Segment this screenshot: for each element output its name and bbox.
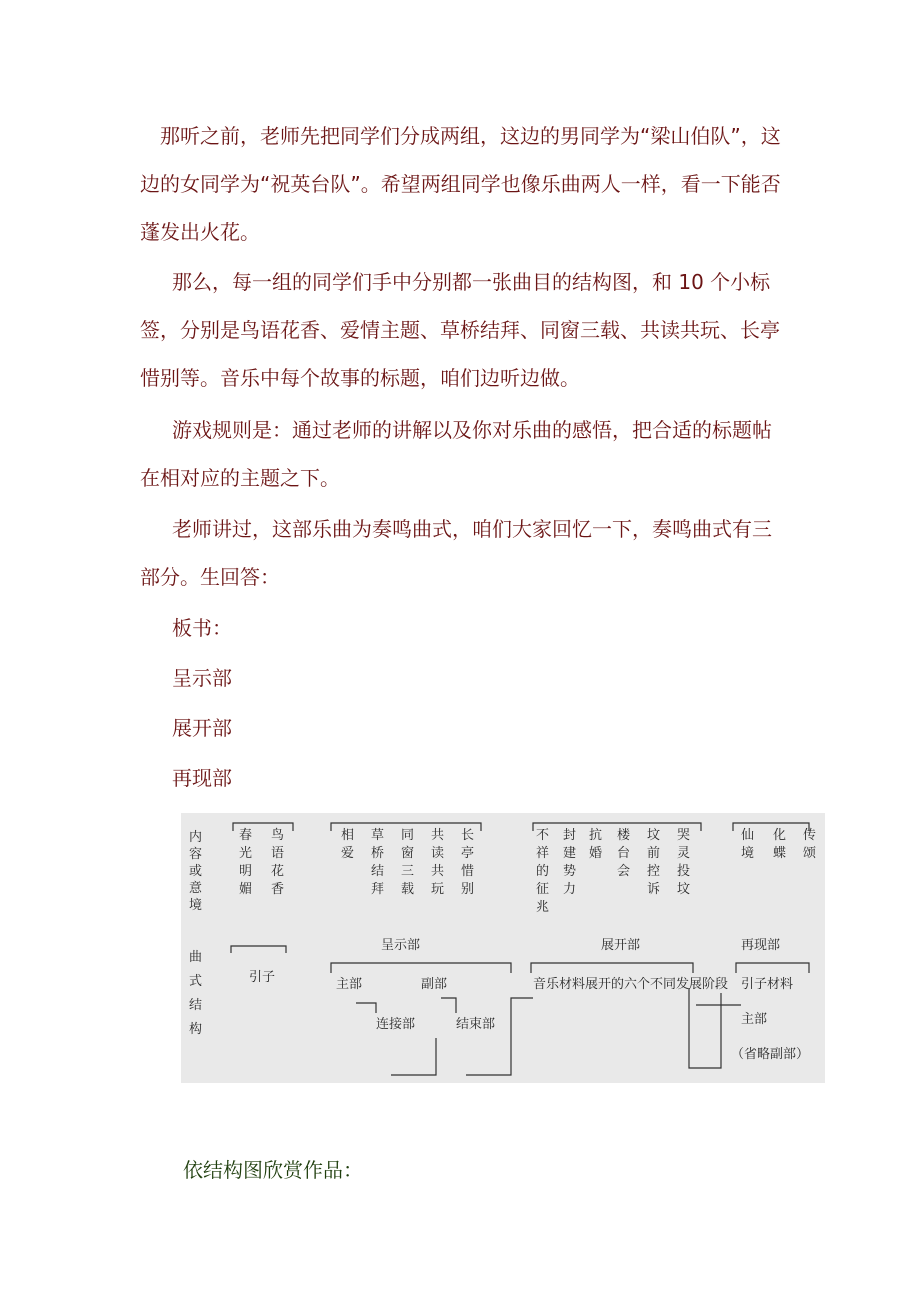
content-column-15: 化蝶 bbox=[773, 828, 787, 861]
content-column-16: 传颂 bbox=[803, 828, 817, 861]
content-label-char-4: 意 bbox=[189, 881, 203, 896]
content-column-1: 春光明媚 bbox=[239, 828, 253, 897]
struct-recap-main: 主部 bbox=[741, 1012, 768, 1027]
closing-line: 依结构图欣赏作品： bbox=[183, 1158, 363, 1182]
paragraph-1: 那听之前，老师先把同学们分成两组，这边的男同学为“梁山伯队”，这边的女同学为“祝英台队”。希望两组同学也像乐曲两人一样，看一下能否蓬发出火花。 bbox=[140, 124, 781, 244]
section-exposition: 呈示部 bbox=[381, 938, 421, 953]
struct-main: 主部 bbox=[336, 977, 363, 992]
structure-diagram-image bbox=[181, 813, 825, 1083]
struct-omit-second: （省略副部） bbox=[731, 1047, 810, 1062]
struct-transition: 连接部 bbox=[376, 1017, 416, 1032]
section-recap: 再现部 bbox=[741, 938, 781, 953]
content-column-12: 坟前控诉 bbox=[647, 828, 661, 897]
content-label-char-5: 境 bbox=[189, 898, 203, 913]
content-label-char-2: 容 bbox=[189, 847, 203, 862]
paragraph-2: 那么，每一组的同学们手中分别都一张曲目的结构图，和 10 个小标签，分别是鸟语花香、爱情主题、草桥结拜、同窗三载、共读共玩、长亭惜别等。音乐中每个故事的标题，咱们边听边做。 bbox=[140, 270, 780, 390]
content-column-8: 不祥的征兆 bbox=[536, 828, 550, 915]
content-column-13: 哭灵投坟 bbox=[677, 828, 691, 897]
content-column-7: 长亭惜别 bbox=[461, 828, 475, 897]
paragraph-3: 游戏规则是：通过老师的讲解以及你对乐曲的感悟，把合适的标题帖在相对应的主题之下。 bbox=[140, 418, 772, 490]
structure-label-char-2: 式 bbox=[189, 974, 203, 989]
content-column-9: 封建势力 bbox=[563, 828, 577, 897]
board-item-development: 展开部 bbox=[172, 716, 232, 740]
content-column-5: 同窗三载 bbox=[401, 828, 415, 897]
board-item-exposition: 呈示部 bbox=[172, 666, 232, 690]
content-column-10: 抗婚 bbox=[589, 828, 603, 861]
content-column-3: 相爱 bbox=[341, 828, 355, 861]
content-label-char-3: 或 bbox=[189, 864, 203, 879]
section-development: 展开部 bbox=[601, 938, 641, 953]
content-column-4: 草桥结拜 bbox=[371, 828, 385, 897]
content-column-14: 仙境 bbox=[741, 828, 755, 861]
content-label-char-1: 内 bbox=[189, 830, 203, 845]
board-label: 板书： bbox=[172, 616, 232, 640]
board-item-recapitulation: 再现部 bbox=[172, 766, 232, 790]
content-columns bbox=[239, 827, 816, 915]
structure-label-char-1: 曲 bbox=[189, 950, 203, 965]
struct-second: 副部 bbox=[421, 977, 448, 992]
content-column-11: 楼台会 bbox=[617, 828, 631, 879]
struct-ending: 结束部 bbox=[456, 1017, 496, 1032]
struct-intro-material: 引子材料 bbox=[741, 977, 794, 992]
paragraph-4: 老师讲过，这部乐曲为奏鸣曲式，咱们大家回忆一下，奏鸣曲式有三部分。生回答： bbox=[140, 517, 772, 589]
content-column-6: 共读共玩 bbox=[431, 828, 445, 897]
struct-intro: 引子 bbox=[249, 970, 276, 985]
content-column-2: 鸟语花香 bbox=[271, 828, 285, 897]
structure-label-char-3: 结 bbox=[189, 998, 203, 1013]
struct-development-stages: 音乐材料展开的六个不同发展阶段 bbox=[533, 977, 729, 992]
structure-label-char-4: 构 bbox=[189, 1022, 203, 1037]
